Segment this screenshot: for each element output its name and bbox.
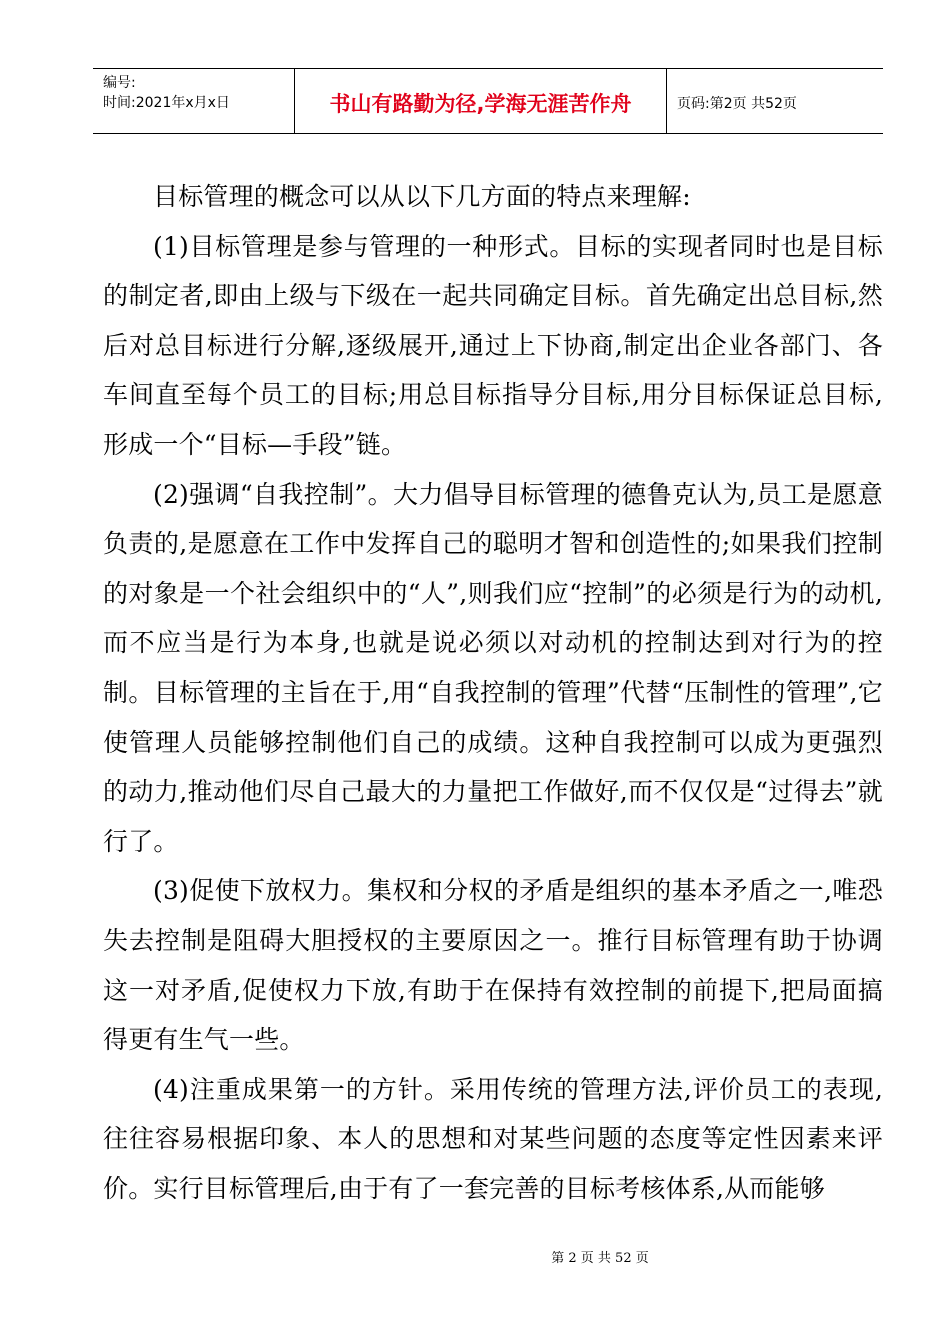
paragraph-4: (4)注重成果第一的方针。采用传统的管理方法,评价员工的表现,往往容易根据印象、本人的思想和对某些问题的态度等定性因素来评价。实行目标管理后,由于有了一套完善的目标考核体系,从而能够 — [103, 1074, 883, 1203]
header-motto: 书山有路勤为径,学海无涯苦作舟 — [295, 69, 667, 133]
paragraph-3: (3)促使下放权力。集权和分权的矛盾是组织的基本矛盾之一,唯恐失去控制是阻碍大胆授权的主要原因之一。推行目标管理有助于协调这一对矛盾,促使权力下放,有助于在保持有效控制的前提下,把局面搞得更有生气一些。 — [103, 876, 883, 1055]
page-footer: 第 2 页 共 52 页 — [551, 1251, 649, 1266]
header-page-info: 页码:第2页 共52页 — [677, 96, 797, 112]
paragraph-2: (2)强调“自我控制”。大力倡导目标管理的德鲁克认为,员工是愿意负责的,是愿意在工作中发挥自己的聪明才智和创造性的;如果我们控制的对象是一个社会组织中的“人”,则我们应“控制”的必须是行为的动机,而不应当是行为本身,也就是说必须以对动机的控制达到对行为的控制。目标管理的主旨在于,用“自我控制的管理”代替“压制性的管理”,它使管理人员能够控制他们自己的成绩。这种自我控制可以成为更强烈的动力,推动他们尽自己最大的力量把工作做好,而不仅仅是“过得去”就行了。 — [103, 479, 883, 856]
document-number-label: 编号: — [103, 75, 136, 91]
document-body — [103, 172, 883, 1213]
header-meta-cell — [93, 69, 295, 133]
document-time-label: 时间:2021年x月x日 — [103, 95, 230, 111]
paragraph-1: (1)目标管理是参与管理的一种形式。目标的实现者同时也是目标的制定者,即由上级与下级在一起共同确定目标。首先确定出总目标,然后对总目标进行分解,逐级展开,通过上下协商,制定出企业各部门、各车间直至每个员工的目标;用总目标指导分目标,用分目标保证总目标,形成一个“目标—手段”链。 — [103, 231, 883, 459]
paragraph-intro: 目标管理的概念可以从以下几方面的特点来理解: — [153, 182, 691, 211]
page-header — [93, 68, 883, 134]
